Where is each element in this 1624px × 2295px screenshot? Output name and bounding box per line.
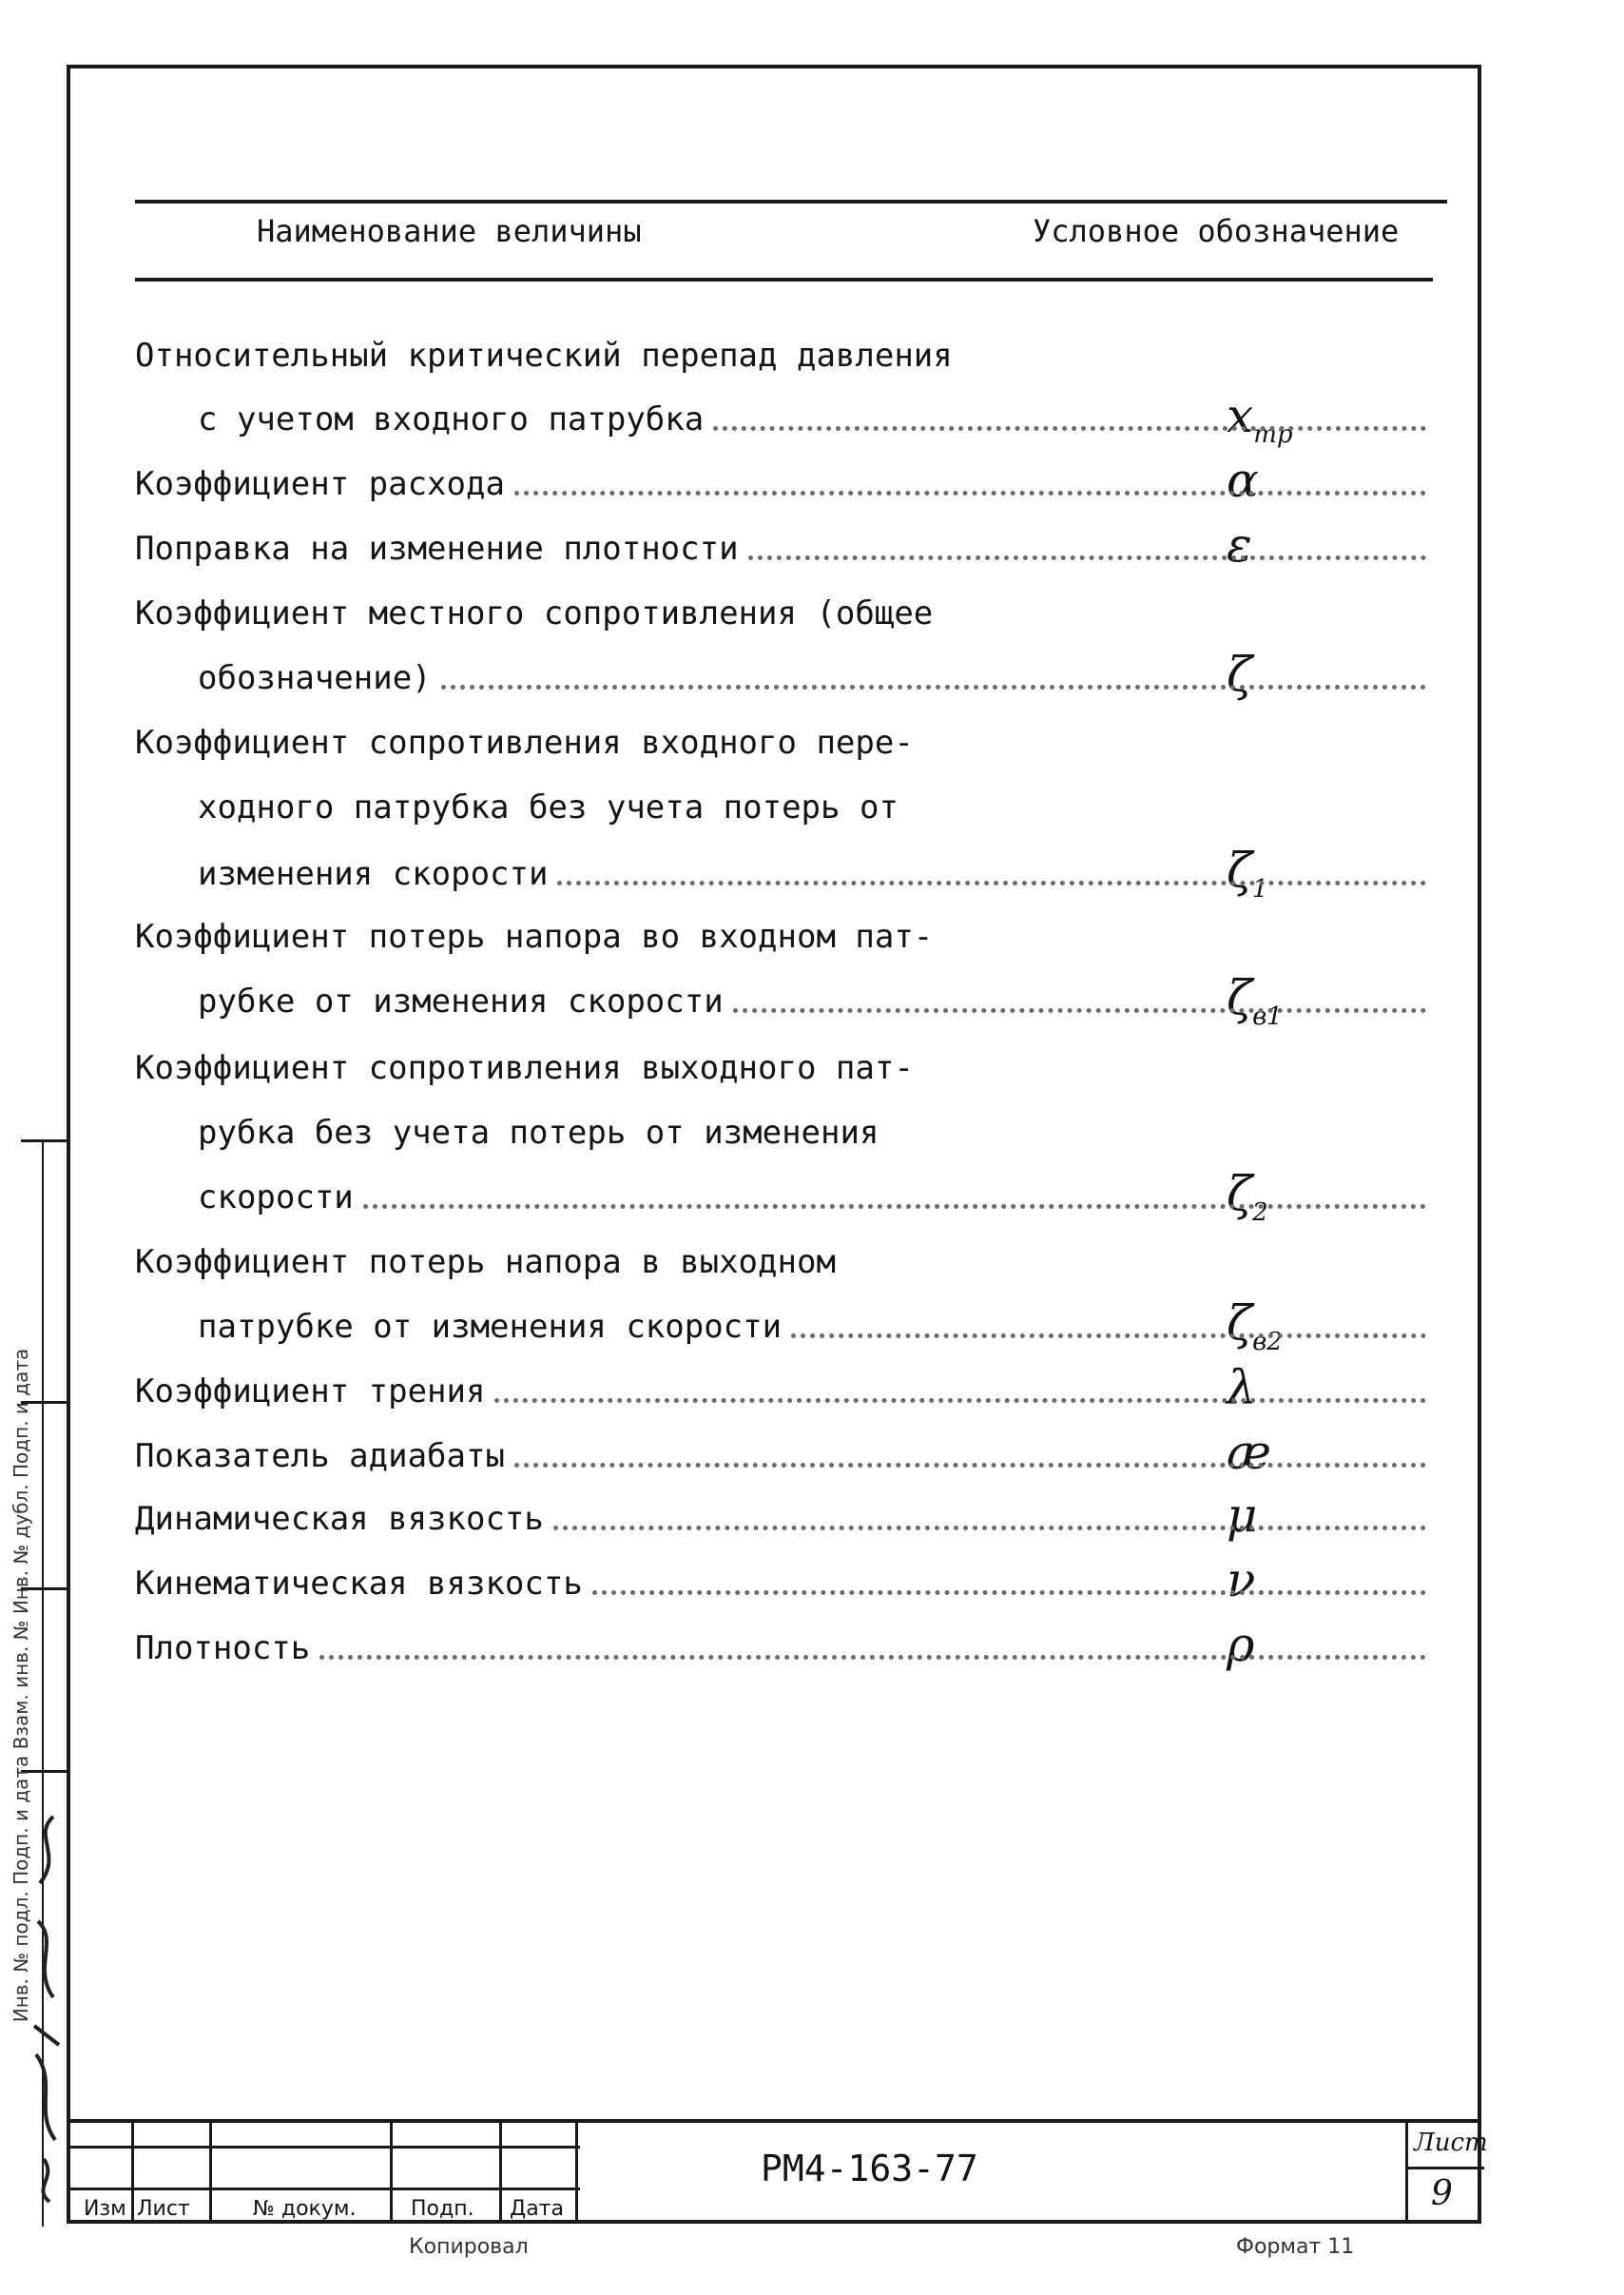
row-label: Коэффициент местного сопротивления (общее bbox=[135, 594, 934, 632]
copied-label: Копировал bbox=[409, 2235, 529, 2259]
symbol-glyph: ν bbox=[1227, 1552, 1256, 1607]
dot-leader bbox=[733, 1008, 1426, 1013]
row-label: Коэффициент расхода bbox=[135, 465, 505, 503]
designation-row bbox=[135, 584, 1434, 643]
designation-row bbox=[135, 455, 1434, 514]
dot-leader bbox=[748, 555, 1426, 560]
dot-leader bbox=[553, 1526, 1426, 1530]
dot-leader bbox=[713, 426, 1426, 431]
col-podp-label: Подп. bbox=[411, 2197, 474, 2221]
designation-row bbox=[135, 1427, 1434, 1486]
symbol-glyph: ζ bbox=[1227, 1295, 1253, 1351]
row-label: Относительный критический перепад давления bbox=[135, 337, 953, 375]
dot-leader bbox=[791, 1333, 1426, 1338]
designation-row bbox=[135, 1489, 1434, 1548]
document-number: РМ4-163-77 bbox=[761, 2148, 978, 2189]
row-label: Коэффициент потерь напора во входном пат- bbox=[135, 918, 934, 956]
row-label: скорости bbox=[198, 1178, 354, 1216]
col-izm-label: Изм bbox=[84, 2197, 126, 2221]
symbol-glyph: α bbox=[1227, 453, 1259, 508]
symbol-subscript: 2 bbox=[1252, 1198, 1268, 1227]
handwritten-signature bbox=[25, 1807, 68, 2207]
row-label: Плотность bbox=[135, 1629, 311, 1667]
row-label: Коэффициент потерь напора в выходном bbox=[135, 1243, 836, 1281]
symbol-glyph: ζ bbox=[1227, 843, 1253, 898]
col-list-label: Лист bbox=[137, 2197, 190, 2221]
dot-leader bbox=[557, 881, 1426, 885]
dot-leader bbox=[592, 1590, 1426, 1595]
header-top-rule bbox=[135, 200, 1447, 204]
designation-row bbox=[198, 390, 1434, 449]
symbol-glyph: æ bbox=[1227, 1425, 1271, 1480]
row-label: обозначение) bbox=[198, 659, 432, 697]
symbol-glyph: ρ bbox=[1227, 1617, 1255, 1672]
designation-row bbox=[198, 1297, 1434, 1356]
designation-row bbox=[135, 326, 1434, 385]
symbol-glyph: μ bbox=[1227, 1488, 1258, 1543]
sheet-label: Лист bbox=[1414, 2129, 1488, 2157]
row-label: Коэффициент трения bbox=[135, 1372, 486, 1410]
symbol-glyph: x bbox=[1227, 388, 1254, 443]
designation-row bbox=[135, 1619, 1434, 1678]
col-data-label: Дата bbox=[510, 2197, 564, 2221]
dot-leader bbox=[319, 1655, 1426, 1660]
symbol-glyph: ζ bbox=[1227, 1166, 1253, 1221]
designation-row bbox=[135, 519, 1434, 578]
designation-row bbox=[135, 1039, 1434, 1098]
row-label: с учетом входного патрубка bbox=[198, 400, 705, 438]
symbol-subscript: 1 bbox=[1252, 875, 1268, 904]
symbol-glyph: ε bbox=[1227, 517, 1252, 573]
designation-row bbox=[198, 972, 1434, 1031]
row-label: ходного патрубка без учета потерь от bbox=[198, 788, 899, 827]
sheet-number: 9 bbox=[1431, 2174, 1453, 2213]
designation-row bbox=[198, 845, 1434, 904]
row-label: рубка без учета потерь от изменения bbox=[198, 1114, 880, 1152]
row-label: Кинематическая вязкость bbox=[135, 1565, 583, 1603]
symbol-glyph: ζ bbox=[1227, 970, 1253, 1025]
row-label: рубке от изменения скорости bbox=[198, 982, 724, 1021]
designation-row bbox=[135, 1362, 1434, 1421]
row-label: Поправка на изменение плотности bbox=[135, 530, 739, 568]
dot-leader bbox=[514, 1463, 1426, 1468]
symbol-subscript: в1 bbox=[1252, 1002, 1283, 1031]
symbol-subscript: в2 bbox=[1252, 1328, 1283, 1356]
dot-leader bbox=[514, 491, 1426, 496]
symbol-subscript: тр bbox=[1253, 420, 1293, 449]
name-column-header: Наименование величины bbox=[257, 213, 642, 249]
dot-leader bbox=[494, 1398, 1426, 1403]
designation-row bbox=[135, 907, 1434, 966]
row-label: Динамическая вязкость bbox=[135, 1500, 544, 1538]
header-bottom-rule bbox=[135, 278, 1433, 282]
designation-row bbox=[135, 713, 1434, 772]
designation-row bbox=[135, 1233, 1434, 1292]
designation-row bbox=[198, 649, 1434, 708]
symbol-glyph: ζ bbox=[1227, 647, 1253, 702]
designation-row bbox=[198, 778, 1434, 837]
dot-leader bbox=[363, 1204, 1426, 1209]
row-label: Коэффициент сопротивления выходного пат- bbox=[135, 1049, 914, 1087]
designation-row bbox=[135, 1554, 1434, 1613]
symbol-column-header: Условное обозначение bbox=[1033, 213, 1400, 249]
symbol-glyph: λ bbox=[1227, 1360, 1257, 1415]
row-label: патрубке от изменения скорости bbox=[198, 1308, 783, 1346]
designation-row bbox=[198, 1168, 1434, 1227]
dot-leader bbox=[441, 685, 1426, 690]
col-doc-label: № докум. bbox=[253, 2197, 357, 2221]
designation-row bbox=[198, 1103, 1434, 1162]
row-label: Коэффициент сопротивления входного пере- bbox=[135, 724, 914, 762]
side-stamp-text: Инв. № подл. Подп. и дата Взам. инв. № Инв. № дубл. Подп. и дата bbox=[10, 1348, 32, 2023]
sheet-box bbox=[1405, 2119, 1488, 2224]
format-label: Формат 11 bbox=[1236, 2235, 1355, 2259]
row-label: Показатель адиабаты bbox=[135, 1437, 505, 1475]
row-label: изменения скорости bbox=[198, 855, 549, 893]
